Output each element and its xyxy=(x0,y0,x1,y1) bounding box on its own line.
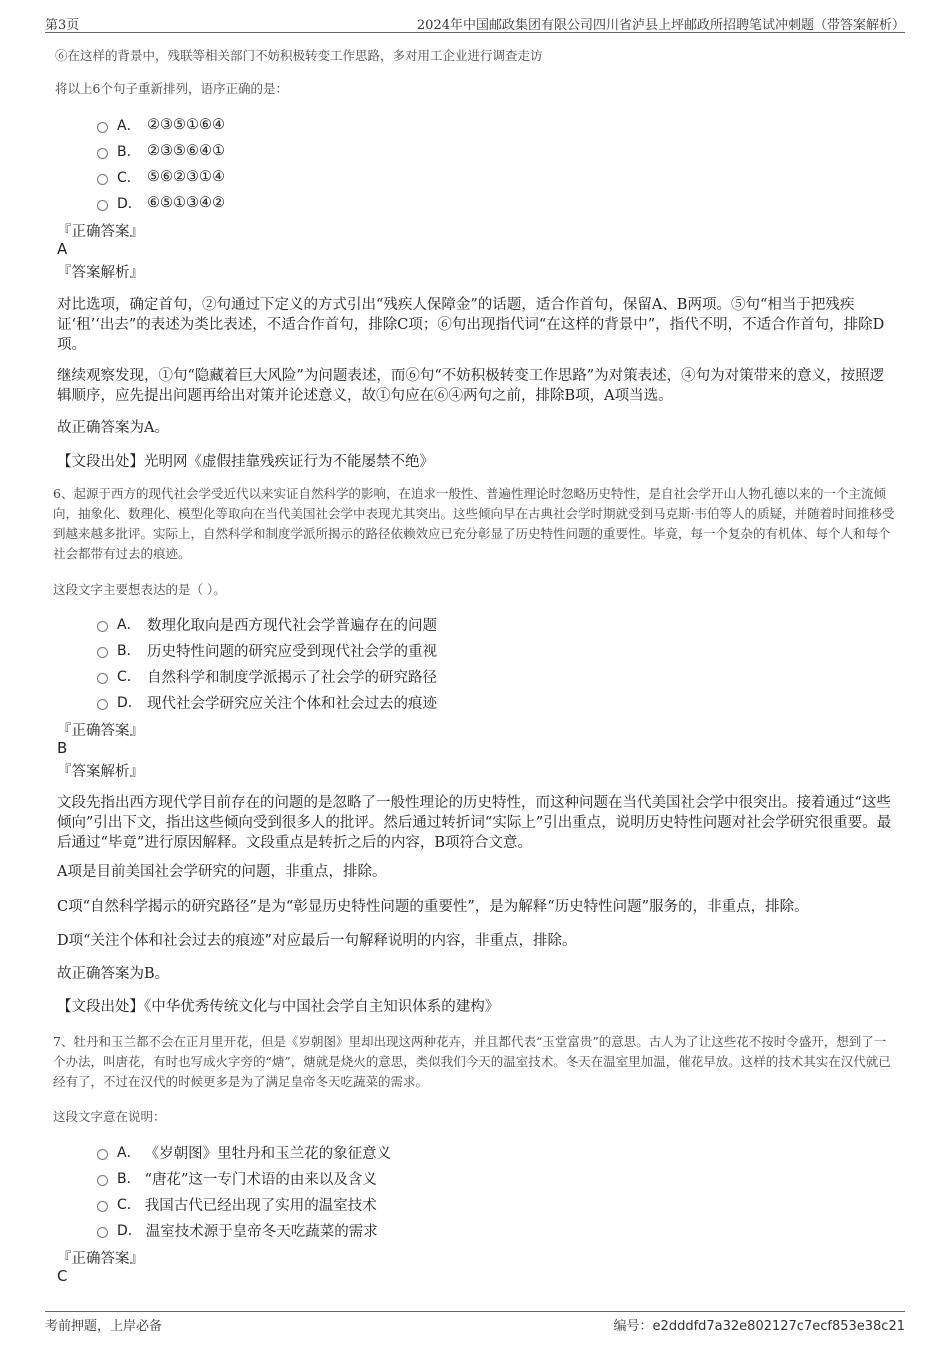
radio-icon[interactable] xyxy=(97,1149,108,1160)
q6-analysis-3: C项“自然科学揭示的研究路径”是为“彰显历史特性问题的重要性”，是为解释“历史特性问题”服务的，非重点，排除。 xyxy=(57,899,809,915)
q6-answer: B xyxy=(57,739,68,757)
q6-source: 【文段出处】《中华优秀传统文化与中国社会学自主知识体系的建构》 xyxy=(57,999,500,1015)
q6-answer-label: 『正确答案』 xyxy=(57,723,144,739)
q5-answer-label: 『正确答案』 xyxy=(57,224,144,240)
q5-option-a[interactable]: A． ②③⑤①⑥④ xyxy=(97,112,225,138)
radio-icon[interactable] xyxy=(97,1175,108,1186)
q6-analysis-4: D项“关注个体和社会过去的痕迹”对应最后一句解释说明的内容，非重点，排除。 xyxy=(57,933,577,949)
radio-icon[interactable] xyxy=(97,699,108,710)
q5-option-b[interactable]: B． ②③⑤⑥④① xyxy=(97,138,225,164)
page-number: 第3页 xyxy=(45,18,80,33)
q5-option-d[interactable]: D． ⑥⑤①③④② xyxy=(97,190,225,216)
radio-icon[interactable] xyxy=(97,1227,108,1238)
radio-icon[interactable] xyxy=(97,1201,108,1212)
q5-options xyxy=(97,112,225,216)
radio-icon[interactable] xyxy=(97,647,108,658)
q7-stem: 7、牡丹和玉兰都不会在正月里开花，但是《岁朝图》里却出现这两种花卉，并且都代表“玉堂富贵”的意思。古人为了让这些花不按时令盛开，想到了一个办法，叫唐花，有时也写成火字旁的“煻”，煻就是烧火的意思，类似我们今天的温室技术。冬天在温室里加温，催花早放。这样的技术其实在汉代就已经有了，不过在汉代的时候更多是为了满足皇帝冬天吃蔬菜的需求。 xyxy=(53,1034,891,1089)
q6-option-b[interactable]: B． 历史特性问题的研究应受到现代社会学的重视 xyxy=(97,637,437,663)
q6-analysis-5: 故正确答案为B。 xyxy=(57,966,170,982)
radio-icon[interactable] xyxy=(97,200,108,211)
q6-analysis-label: 『答案解析』 xyxy=(57,764,144,780)
q5-analysis-2: 继续观察发现，①句“隐藏着巨大风险”为问题表述，而⑥句“不妨积极转变工作思路”为对策表述，④句为对策带来的意义，按照逻辑顺序，应先提出问题再给出对策并论述意义，故①句应在⑥④两句之前，排除B项，A项当选。 xyxy=(57,368,885,404)
code-label: 编号： xyxy=(613,1319,653,1334)
code-value: e2dddfd7a32e802127c7ecf853e38c21 xyxy=(652,1319,905,1334)
document-title: 2024年中国邮政集团有限公司四川省泸县上坪邮政所招聘笔试冲刺题（带答案解析） xyxy=(416,18,905,33)
q5-analysis-1: 对比选项，确定首句，②句通过下定义的方式引出“残疾人保障金”的话题，适合作首句，保留A、B两项。⑤句“相当于把残疾证‘租’‘出去”的表述为类比表述，不适合作首句，排除C项；⑥句出现指代词“在这样的背景中”，指代不明，不适合作首句，排除D项。 xyxy=(57,297,885,353)
radio-icon[interactable] xyxy=(97,621,108,632)
q6-prompt: 这段文字主要想表达的是（ ）。 xyxy=(53,582,226,597)
document-code xyxy=(614,1315,905,1334)
q5-analysis-label: 『答案解析』 xyxy=(57,265,144,281)
q5-option-c[interactable]: C． ⑤⑥②③①④ xyxy=(97,164,225,190)
radio-icon[interactable] xyxy=(97,122,108,133)
q6-options xyxy=(97,611,437,715)
q7-answer-label: 『正确答案』 xyxy=(57,1251,144,1267)
q6-stem: 6、起源于西方的现代社会学受近代以来实证自然科学的影响，在追求一般性、普遍性理论时忽略历史特性，是自社会学开山人物孔德以来的一个主流倾向，抽象化、数理化、模型化等取向在当代美国社会学中表现尤其突出。这些倾向早在古典社会学时期就受到马克斯·韦伯等人的质疑，并随着时间推移受到越来越多批评。实际上，自然科学和制度学派所揭示的路径依赖效应已充分彰显了历史特性问题的重要性。毕竟，每一个复杂的有机体、每个人和每个社会都带有过去的痕迹。 xyxy=(53,486,895,561)
q6-analysis-2: A项是目前美国社会学研究的问题，非重点，排除。 xyxy=(57,864,387,880)
q6-option-d[interactable]: D． 现代社会学研究应关注个体和社会过去的痕迹 xyxy=(97,689,437,715)
radio-icon[interactable] xyxy=(97,673,108,684)
q6-option-a[interactable]: A． 数理化取向是西方现代社会学普遍存在的问题 xyxy=(97,611,437,637)
q7-option-c[interactable]: C． 我国古代已经出现了实用的温室技术 xyxy=(97,1191,391,1217)
q7-option-d[interactable]: D． 温室技术源于皇帝冬天吃蔬菜的需求 xyxy=(97,1217,391,1243)
q5-source: 【文段出处】光明网《虚假挂靠残疾证行为不能屡禁不绝》 xyxy=(57,454,434,470)
q7-option-b[interactable]: B． “唐花”这一专门术语的由来以及含义 xyxy=(97,1165,391,1191)
q5-prompt: 将以上6个句子重新排列，语序正确的是： xyxy=(55,81,288,96)
radio-icon[interactable] xyxy=(97,174,108,185)
q7-option-a[interactable]: A． 《岁朝图》里牡丹和玉兰花的象征意义 xyxy=(97,1139,391,1165)
page-header xyxy=(45,12,905,33)
radio-icon[interactable] xyxy=(97,148,108,159)
q7-answer: C xyxy=(57,1267,68,1285)
q7-prompt: 这段文字意在说明： xyxy=(53,1109,166,1124)
q6-analysis-1: 文段先指出西方现代学目前存在的问题的是忽略了一般性理论的历史特性，而这种问题在当代美国社会学中很突出。接着通过“这些倾向”引出下文，指出这些倾向受到很多人的批评。然后通过转折词“实际上”引出重点，说明历史特性问题对社会学研究很重要。最后通过“毕竟”进行原因解释。文段重点是转折之后的内容，B项符合文意。 xyxy=(57,795,892,851)
q5-answer: A xyxy=(57,240,68,258)
q5-sentence-6: ⑥在这样的背景中，残联等相关部门不妨积极转变工作思路，多对用工企业进行调查走访 xyxy=(55,48,543,63)
q7-options xyxy=(97,1139,391,1243)
page-footer xyxy=(45,1311,905,1332)
footer-slogan: 考前押题，上岸必备 xyxy=(45,1319,163,1334)
q5-analysis-3: 故正确答案为A。 xyxy=(57,420,169,436)
q6-option-c[interactable]: C． 自然科学和制度学派揭示了社会学的研究路径 xyxy=(97,663,437,689)
